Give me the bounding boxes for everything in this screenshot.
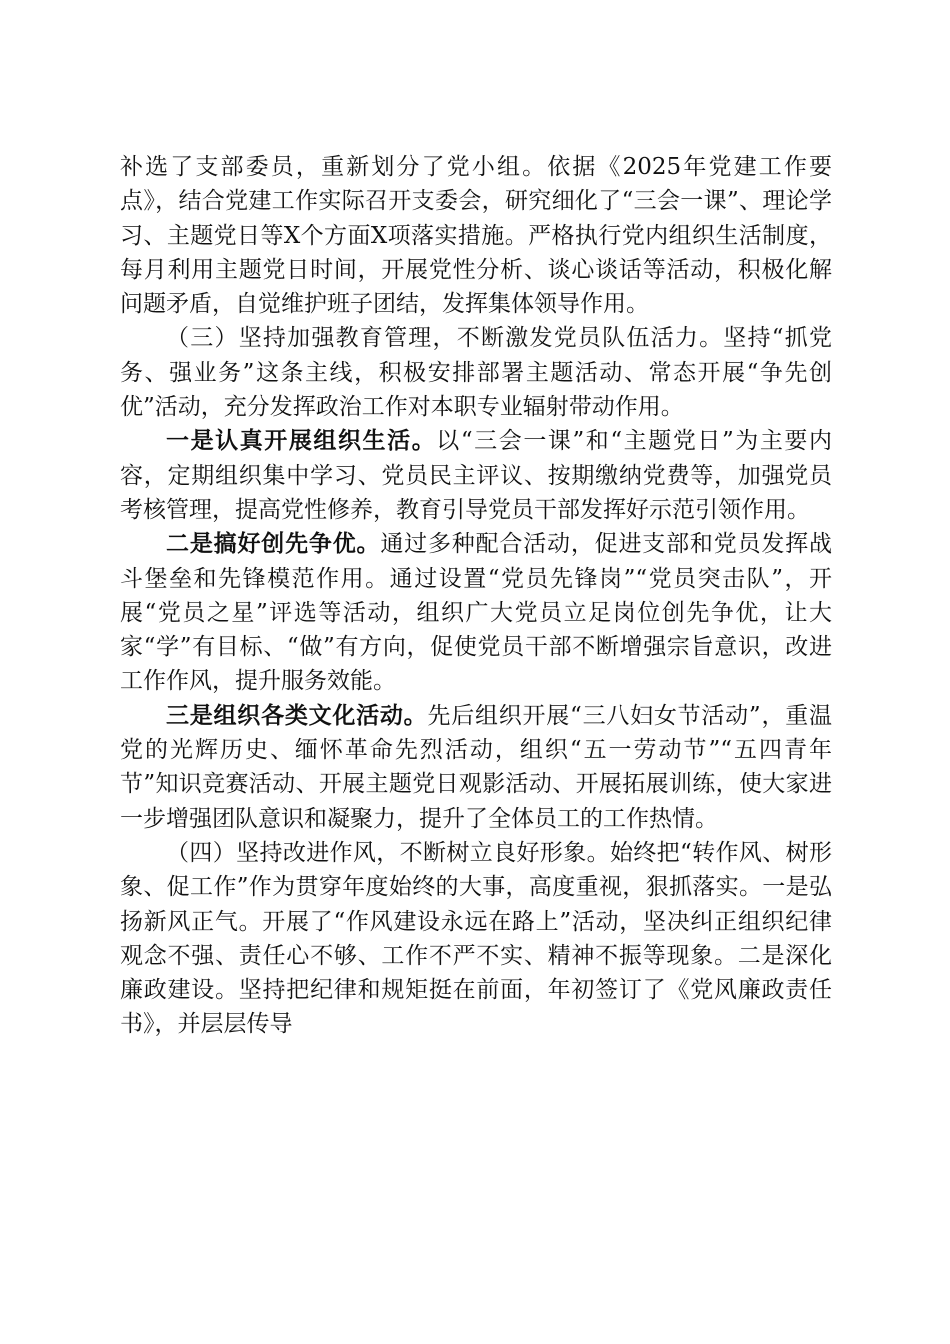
paragraph-6 (120, 836, 832, 1042)
paragraph-6-text: （四）坚持改进作风，不断树立良好形象。始终把“转作风、树形象、促工作”作为贯穿年度始终的大事，高度重视，狠抓落实。一是弘扬新风正气。开展了“作风建设永远在路上”活动，坚决纠正组织纪律观念不强、责任心不够、工作不严不实、精神不振等现象。二是深化廉政建设。坚持把纪律和规矩挺在前面，年初签订了《党风廉政责任书》，并层层传导 (120, 839, 832, 1038)
paragraph-2 (120, 321, 832, 424)
paragraph-4 (120, 527, 832, 698)
paragraph-2-text: （三）坚持加强教育管理，不断激发党员队伍活力。坚持“抓党务、强业务”这条主线，积极安排部署主题活动、常态开展“争先创优”活动，充分发挥政治工作对本职专业辐射带动作用。 (120, 325, 832, 421)
paragraph-3 (120, 424, 832, 527)
paragraph-5-lead: 三是组织各类文化活动。 (166, 702, 428, 729)
paragraph-4-lead: 二是搞好创先争优。 (166, 531, 381, 558)
paragraph-1 (120, 150, 832, 321)
paragraph-3-lead: 一是认真开展组织生活。 (166, 428, 437, 455)
paragraph-5 (120, 699, 832, 836)
paragraph-3-text: 以“三会一课”和“主题党日”为主要内容，定期组织集中学习、党员民主评议、按期缴纳党费等，加强党员考核管理，提高党性修养，教育引导党员干部发挥好示范引领作用。 (120, 428, 833, 523)
paragraph-1-text: 补选了支部委员，重新划分了党小组。依据《2025年党建工作要点》，结合党建工作实际召开支委会，研究细化了“三会一课”、理论学习、主题党日等X个方面X项落实措施。严格执行党内组织生活制度，每月利用主题党日时间，开展党性分析、谈心谈话等活动，积极化解问题矛盾，自觉维护班子团结，发挥集体领导作用。 (120, 154, 832, 318)
paragraph-5-text: 先后组织开展“三八妇女节活动”，重温党的光辉历史、缅怀革命先烈活动，组织“五一劳动节”“五四青年节”知识竞赛活动、开展主题党日观影活动、开展拓展训练，使大家进一步增强团队意识和凝聚力，提升了全体员工的工作热情。 (120, 702, 832, 832)
paragraph-4-text: 通过多种配合活动，促进支部和党员发挥战斗堡垒和先锋模范作用。通过设置“党员先锋岗”“党员突击队”，开展“党员之星”评选等活动，组织广大党员立足岗位创先争优，让大家“学”有目标、“做”有方向，促使党员干部不断增强宗旨意识，改进工作作风，提升服务效能。 (120, 531, 833, 695)
document-page (120, 150, 832, 1042)
